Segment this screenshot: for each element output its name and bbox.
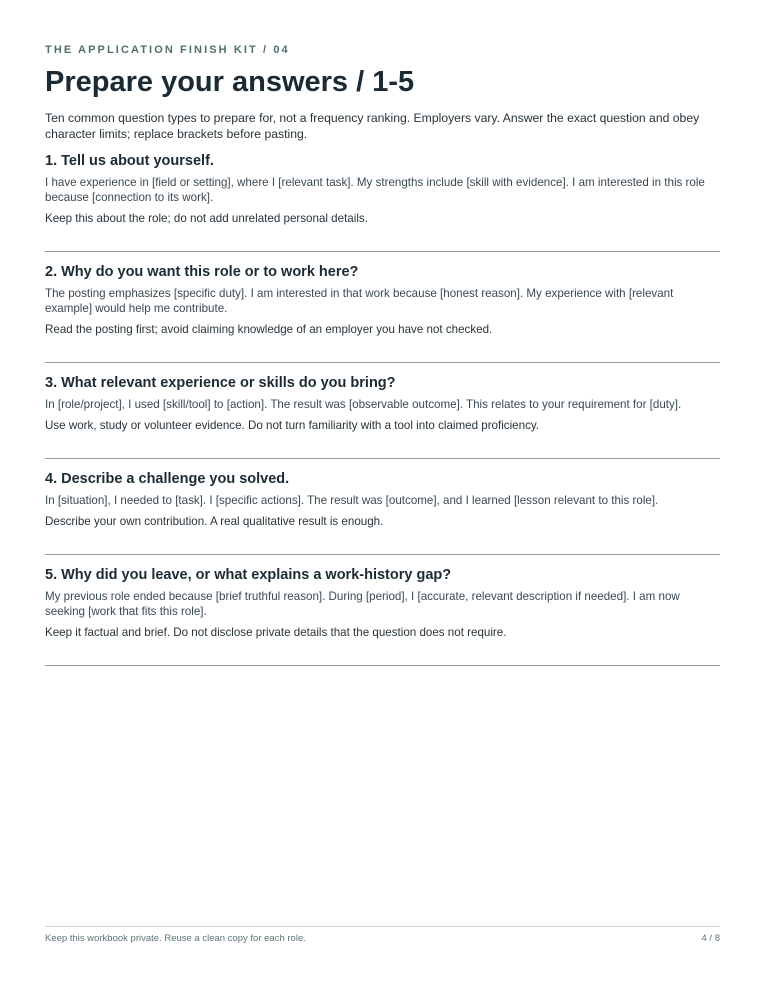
question-block-1 — [45, 152, 720, 252]
question-heading: 4. Describe a challenge you solved. — [45, 471, 290, 487]
answer-tip: Keep it factual and brief. Do not disclose private details that the question does not require. — [45, 626, 507, 639]
page-title: Prepare your answers / 1-5 — [45, 66, 415, 98]
question-block-3 — [45, 374, 720, 459]
question-block-4 — [45, 470, 720, 555]
page-number: 4 / 8 — [701, 933, 720, 944]
footer-privacy-note: Keep this workbook private. Reuse a clean copy for each role. — [45, 933, 306, 944]
answer-template: In [role/project], I used [skill/tool] to [action]. The result was [observable outcome]. This relates to your requirement for [duty]. — [45, 398, 682, 411]
question-block-2 — [45, 263, 720, 363]
answer-template: I have experience in [field or setting], where I [relevant task]. My strengths include [skill with evidence]. I am interested in this role because [connection to its work]. — [45, 176, 705, 204]
page-footer — [45, 926, 720, 944]
workbook-page — [45, 0, 720, 990]
answer-tip: Describe your own contribution. A real qualitative result is enough. — [45, 515, 384, 528]
answer-template: In [situation], I needed to [task]. I [specific actions]. The result was [outcome], and I learned [lesson relevant to this role]. — [45, 494, 659, 507]
intro-paragraph: Ten common question types to prepare for, not a frequency ranking. Employers vary. Answer the exact question and obey character limits; replace brackets before pasting. — [45, 111, 700, 141]
question-heading: 2. Why do you want this role or to work here? — [45, 264, 359, 280]
question-heading: 5. Why did you leave, or what explains a work-history gap? — [45, 567, 452, 583]
answer-tip: Read the posting first; avoid claiming knowledge of an employer you have not checked. — [45, 323, 493, 336]
question-heading: 1. Tell us about yourself. — [45, 153, 214, 169]
answer-tip: Keep this about the role; do not add unrelated personal details. — [45, 212, 368, 225]
answer-tip: Use work, study or volunteer evidence. Do not turn familiarity with a tool into claimed proficiency. — [45, 419, 540, 432]
section-kicker: THE APPLICATION FINISH KIT / 04 — [45, 44, 290, 56]
question-list — [45, 152, 720, 677]
question-block-5 — [45, 566, 720, 666]
answer-template: My previous role ended because [brief truthful reason]. During [period], I [accurate, relevant description if needed]. I am now seeking [work that fits this role]. — [45, 590, 680, 618]
answer-template: The posting emphasizes [specific duty]. I am interested in that work because [honest reason]. My experience with [relevant example] would help me contribute. — [45, 287, 674, 315]
question-heading: 3. What relevant experience or skills do you bring? — [45, 375, 396, 391]
